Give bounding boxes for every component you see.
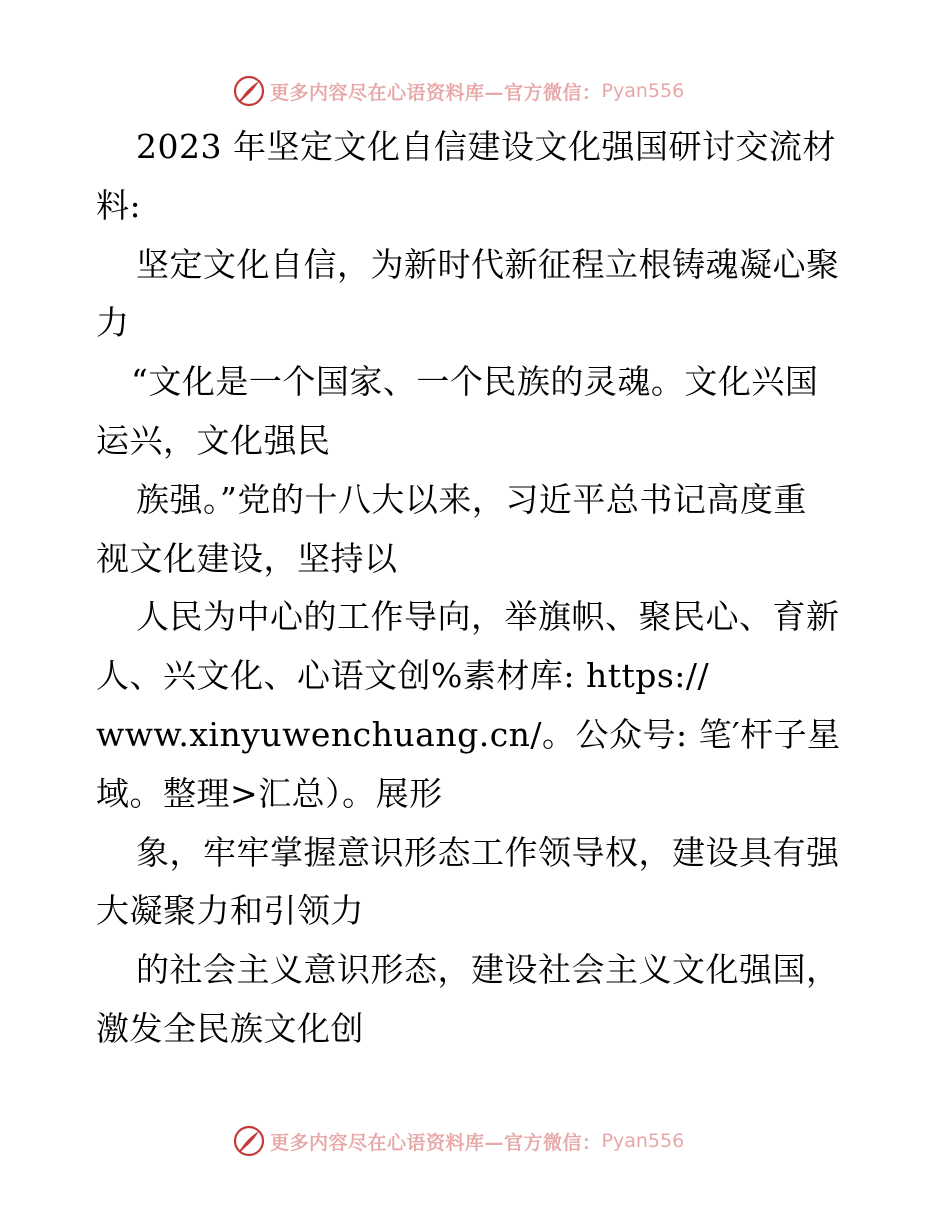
header-brand-text: 更多内容尽在心语资料库—官方微信：: [270, 81, 602, 104]
title-line-2: 料:: [96, 185, 142, 225]
paragraph-line: 的社会主义意识形态，建设社会主义文化强国，: [136, 950, 840, 990]
footer-wechat-handle: Pyan556: [601, 1130, 685, 1152]
paragraph-line: 激发全民族文化创: [96, 1008, 364, 1048]
paragraph-line: 运兴，文化强民: [96, 420, 331, 460]
footer-watermark: [232, 1124, 684, 1158]
paragraph-line: 族强。”党的十八大以来，习近平总书记高度重: [136, 479, 807, 519]
title-line-1: 2023 年坚定文化自信建设文化强国研讨交流材: [136, 127, 836, 166]
paragraph-line: 人民为中心的工作导向，举旗帜、聚民心、育新: [136, 597, 840, 637]
subtitle-line-2: 力: [96, 303, 130, 343]
quill-logo-icon: [232, 74, 266, 108]
paragraph-line: 视文化建设，坚持以: [96, 538, 398, 578]
subtitle-line-1: 坚定文化自信，为新时代新征程立根铸魂凝心聚: [136, 244, 840, 284]
paragraph-line: 人、兴文化、心语文创%素材库: https://: [96, 656, 710, 696]
footer-brand-text: 更多内容尽在心语资料库—官方微信：: [270, 1131, 602, 1154]
paragraph-line: www.xinyuwenchuang.cn/。公众号: 笔′杆子星: [96, 714, 841, 754]
paragraph-line: “文化是一个国家、一个民族的灵魂。文化兴国: [131, 362, 819, 402]
header-wechat-handle: Pyan556: [601, 80, 685, 102]
header-watermark: [232, 74, 684, 108]
document-body: [96, 118, 856, 1059]
quill-logo-icon: [232, 1124, 266, 1158]
paragraph-line: 域。整理>汇总）。展形: [96, 773, 443, 813]
paragraph-line: 大凝聚力和引领力: [96, 891, 364, 931]
paragraph-line: 象，牢牢掌握意识形态工作领导权，建设具有强: [136, 832, 840, 872]
